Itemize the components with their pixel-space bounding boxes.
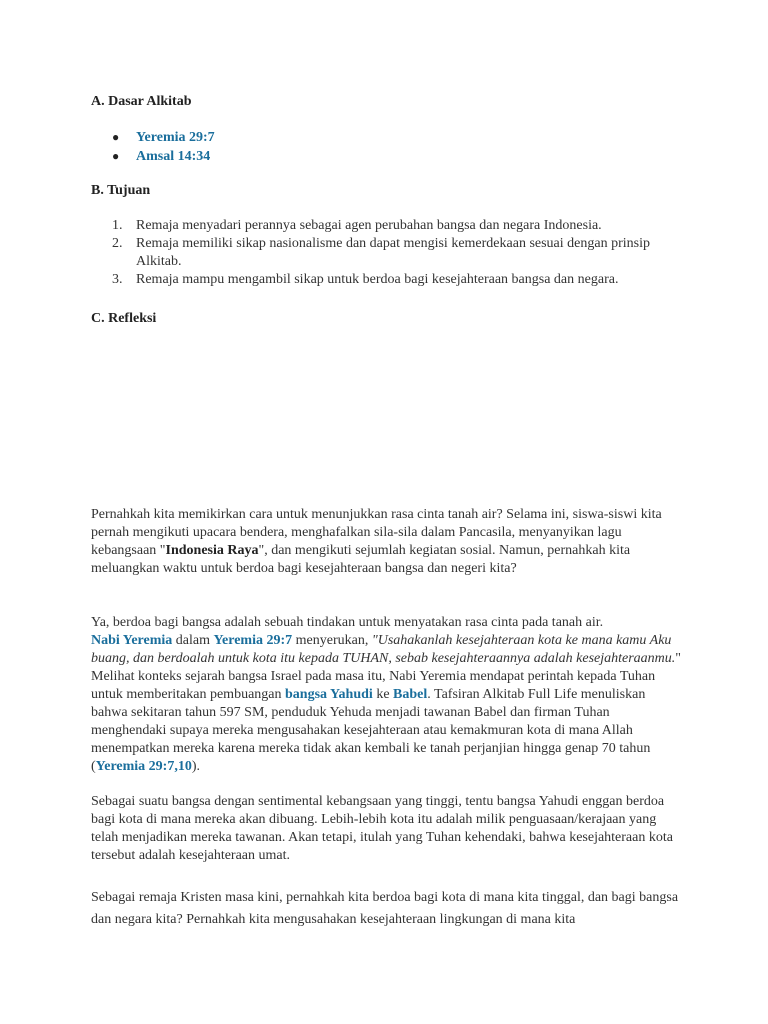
text: Pernahkah kita memikirkan cara untuk menunjukkan rasa cinta tanah air? Selama ini, siswa-siswi kita pernah mengikuti upacara bendera, menghafalkan sila-sila dalam Pancasila, menyanyikan lagu kebangsaan " (91, 507, 662, 558)
text: ", dan mengikuti sejumlah kegiatan sosial. Namun, pernahkah kita meluangkan waktu untuk berdoa bagi kesejahteraan bangsa dan negeri kita? (91, 543, 631, 576)
quote-text: "Usahakanlah kesejahteraan kota ke mana kamu Aku buang, dan berdoalah untuk kota itu kepada TUHAN, sebab kesejahteraannya adalah kesejahteraanmu. (91, 633, 676, 666)
list-number: 3. (112, 272, 123, 287)
list-number: 2. (112, 236, 123, 251)
babel-link[interactable]: Babel (393, 687, 428, 702)
section-b-heading: B. Tujuan (91, 183, 151, 198)
scripture-list (91, 128, 215, 166)
list-text: Remaja memiliki sikap nasionalisme dan dapat mengisi kemerdekaan sesuai dengan prinsip Alkitab. (136, 236, 650, 269)
nabi-yeremia-link[interactable]: Nabi Yeremia (91, 633, 173, 648)
objectives-list (91, 217, 671, 289)
text: . Tafsiran Alkitab Full Life menuliskan bahwa sekitaran tahun 597 SM, penduduk Yehuda menjadi tawanan Babel dan firman Tuhan menghendaki supaya mereka mengusahakan kesejahteraan atau kemakmuran kota di mana Allah menempatkan mereka karena mereka tidak akan kembali ke tanah perjanjian hingga genap 70 tahun ( (91, 687, 651, 774)
list-text: Remaja menyadari perannya sebagai agen perubahan bangsa dan negara Indonesia. (136, 218, 602, 233)
bold-text: Indonesia Raya (165, 543, 259, 558)
bullet-icon: ● (112, 149, 120, 163)
text: menyerukan, (292, 633, 372, 648)
list-item (91, 128, 215, 147)
section-c-heading: C. Refleksi (91, 311, 157, 326)
list-number: 1. (112, 218, 123, 233)
list-item (91, 235, 671, 271)
text: dalam (172, 633, 214, 648)
scripture-link[interactable]: Amsal 14:34 (136, 149, 211, 164)
text: ). (191, 759, 201, 774)
list-text: Remaja mampu mengambil sikap untuk berdoa bagi kesejahteraan bangsa dan negara. (136, 272, 619, 287)
paragraph-4: Sebagai remaja Kristen masa kini, pernahkah kita berdoa bagi kota di mana kita tinggal, dan bagi bangsa dan negara kita? Pernahkah kita mengusahakan kesejahteraan lingkungan di mana kita (91, 890, 679, 927)
paragraph-1 (91, 506, 683, 578)
section-a-heading: A. Dasar Alkitab (91, 94, 192, 109)
bangsa-yahudi-link[interactable]: bangsa Yahudi (285, 687, 373, 702)
scripture-link[interactable]: Yeremia 29:7 (213, 633, 293, 648)
scripture-link[interactable]: Yeremia 29:7 (136, 130, 215, 145)
list-item (91, 271, 671, 289)
paragraph-2 (91, 614, 683, 776)
paragraph-3: Sebagai suatu bangsa dengan sentimental kebangsaan yang tinggi, tentu bangsa Yahudi enggan berdoa bagi kota di mana mereka akan dibuang. Lebih-lebih kota itu adalah milik penguasaan/kerajaan yang telah menjadikan mereka tawanan. Akan tetapi, itulah yang Tuhan kehendaki, bahwa kesejahteraan kota tersebut adalah kesejahteraan umat. (91, 794, 673, 863)
text: ke (372, 687, 394, 702)
text: Ya, berdoa bagi bangsa adalah sebuah tindakan untuk menyatakan rasa cinta pada tanah air. (91, 615, 604, 630)
list-item (91, 217, 671, 235)
bullet-icon: ● (112, 130, 120, 144)
list-item (91, 147, 215, 166)
text: " Melihat konteks sejarah bangsa Israel pada masa itu, Nabi Yeremia mendapat perintah kepada Tuhan untuk memberitakan pembuangan (91, 651, 681, 702)
scripture-link[interactable]: Yeremia 29:7,10 (95, 759, 192, 774)
